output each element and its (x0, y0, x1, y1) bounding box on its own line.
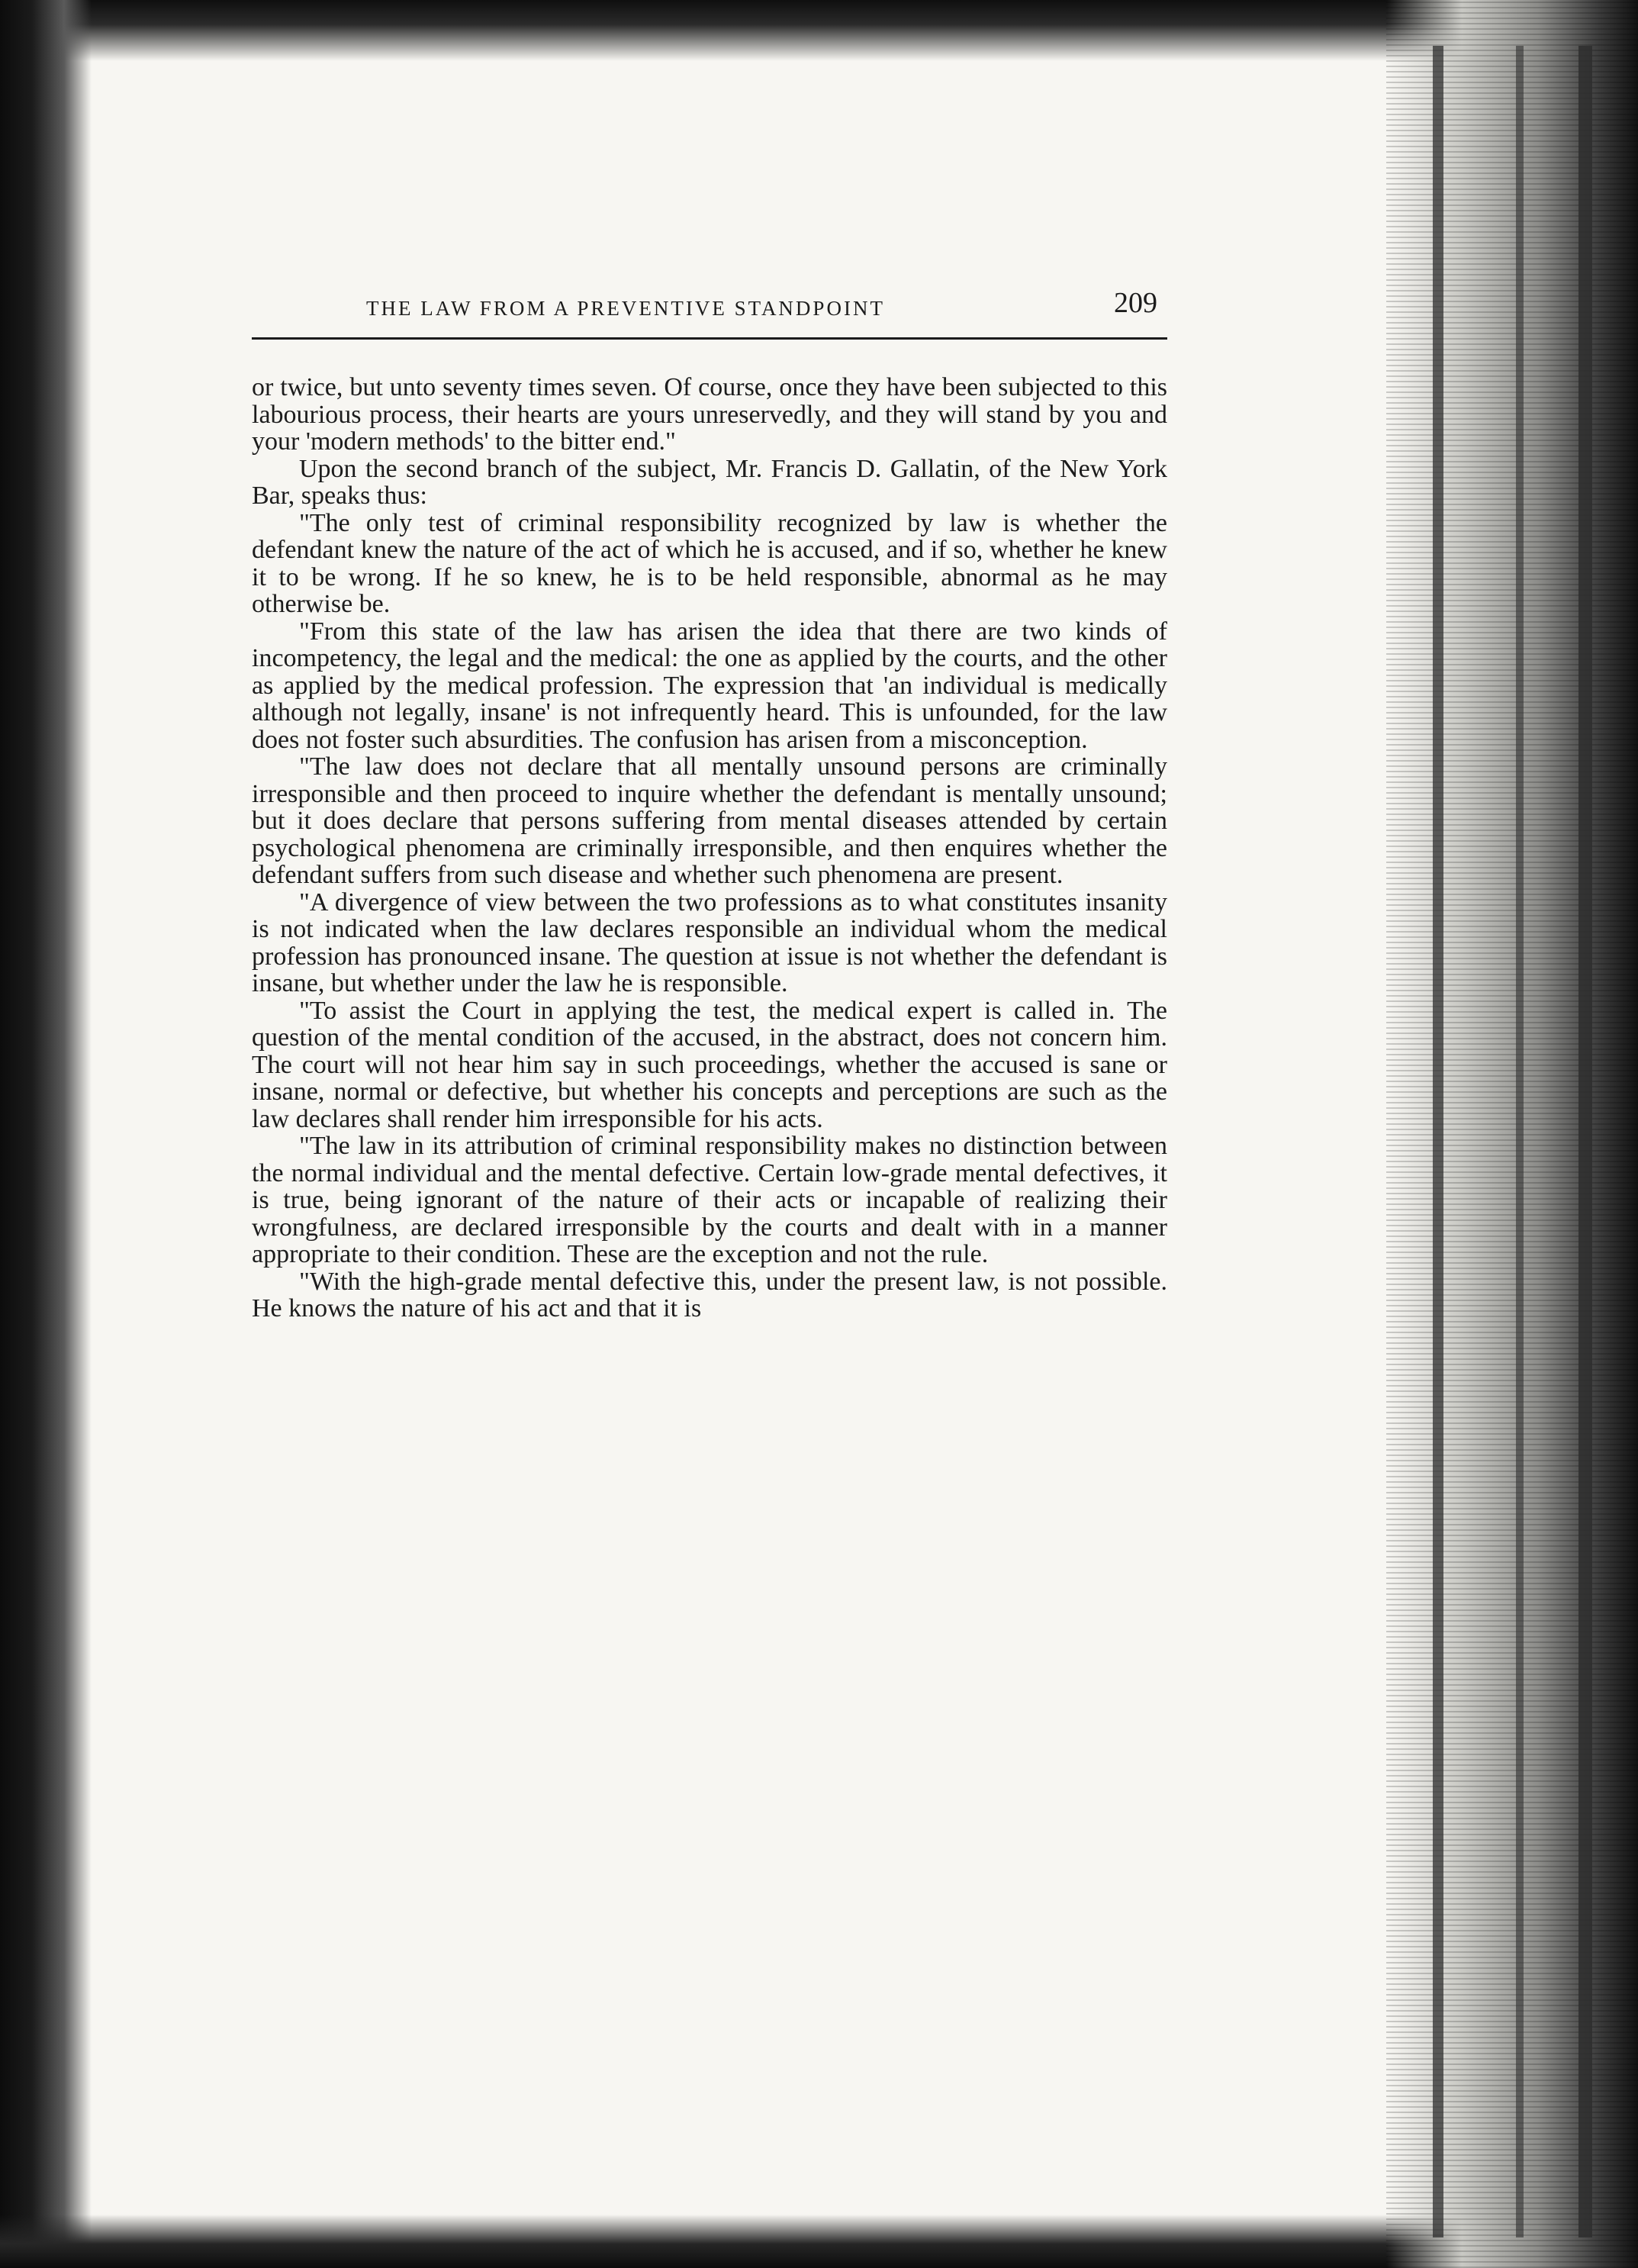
body-text (252, 374, 1167, 1322)
page-number: 209 (1114, 287, 1157, 319)
paragraph: "With the high-grade mental defective this, under the present law, is not possible. He knows the nature of his act and that it is (252, 1267, 1167, 1322)
book-page-edges (1386, 0, 1638, 2268)
paragraph: "A divergence of view between the two professions as to what constitutes insanity is not indicated when the law declares responsible an individual whom the medical profession has pronounced insane. The question at issue is not whether the defendant is insane, but whether under the law he is responsible. (252, 888, 1167, 997)
paragraph: "From this state of the law has arisen the idea that there are two kinds of incompetency, the legal and the medical: the one as applied by the courts, and the other as applied by the medical profession. The expression that 'an individual is medically although not legally, insane' is not infrequently heard. This is unfounded, for the law does not foster such absurdities. The confusion has arisen from a misconception. (252, 617, 1167, 754)
page-edge-shadow (1516, 46, 1524, 2237)
running-header (252, 286, 1167, 332)
running-title: THE LAW FROM A PREVENTIVE STANDPOINT (366, 297, 885, 320)
paragraph: "The law in its attribution of criminal responsibility makes no distinction between the normal individual and the mental defective. Certain low-grade mental defectives, it is true, being ignorant of the nature of their acts or incapable of realizing their wrongfulness, are declared irresponsible by the courts and dealt with in a manner appropriate to their condition. These are the exception and not the rule. (252, 1132, 1167, 1268)
paragraph: "To assist the Court in applying the test, the medical expert is called in. The question of the mental condition of the accused, in the abstract, does not concern him. The court will not hear him say in such proceedings, whether the accused is sane or insane, normal or defective, but whether his concepts and perceptions are such as the law declares shall render him irresponsible for his acts. (252, 996, 1167, 1133)
paragraph: or twice, but unto seventy times seven. Of course, once they have been subjected to this labourious process, their hearts are yours unreservedly, and they will stand by you and your 'modern methods' to the bitter end." (252, 373, 1167, 456)
page-edge-shadow (1578, 46, 1592, 2237)
paragraph: Upon the second branch of the subject, Mr. Francis D. Gallatin, of the New York Bar, speaks thus: (252, 454, 1167, 510)
scan-edge-left (0, 0, 92, 2268)
paragraph: "The only test of criminal responsibility recognized by law is whether the defendant knew the nature of the act of which he is accused, and if so, whether he knew it to be wrong. If he so knew, he is to be held responsible, abnormal as he may otherwise be. (252, 508, 1167, 618)
paragraph: "The law does not declare that all mentally unsound persons are criminally irresponsible and then proceed to inquire whether the defendant is mentally unsound; but it does declare that persons suffering from mental diseases attended by certain psychological phenomena are criminally irresponsible, and then enquires whether the defendant suffers from such disease and whether such phenomena are present. (252, 752, 1167, 889)
header-rule (252, 337, 1167, 340)
page-edge-shadow (1433, 46, 1443, 2237)
